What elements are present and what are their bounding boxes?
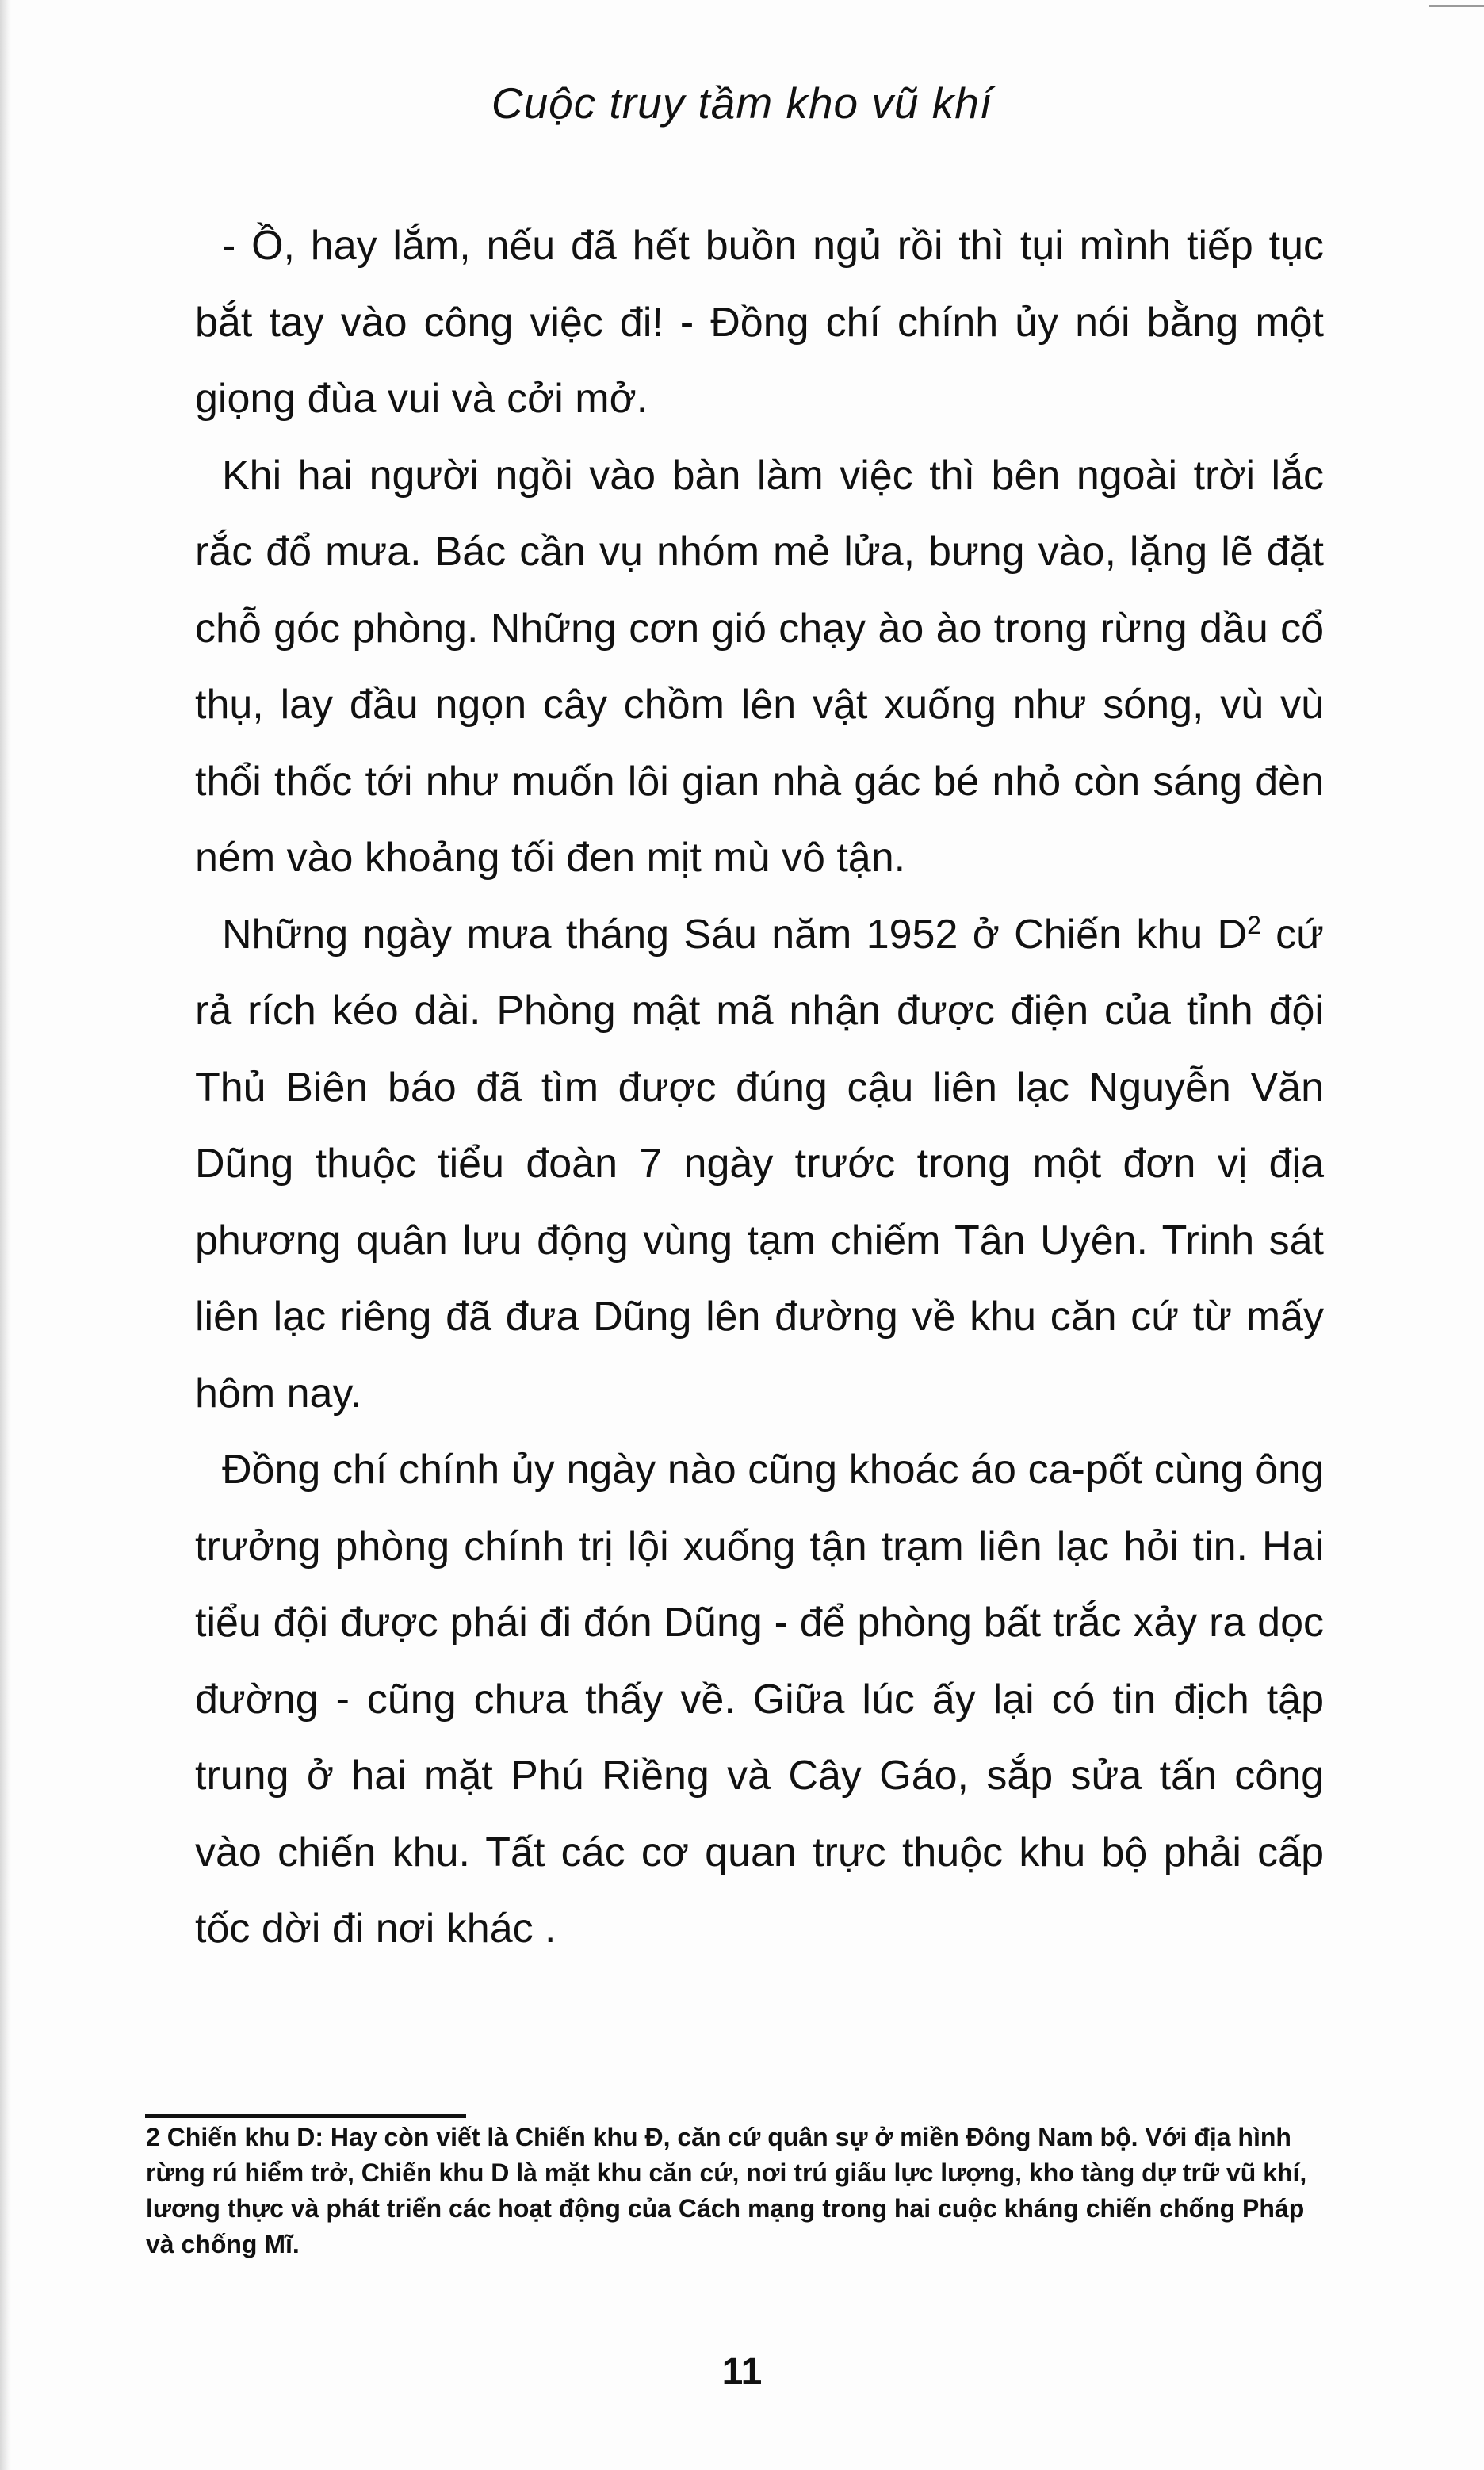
- footnote-text: 2 Chiến khu D: Hay còn viết là Chiến khu Đ, căn cứ quân sự ở miền Đông Nam bộ. Với địa hình rừng rú hiểm trở, Chiến khu D là mặt khu căn cứ, nơi trú giấu lực lượng, kho tàng dự trữ vũ khí, lương thực và phát triển các hoạt động của Cách mạng trong hai cuộc kháng chiến chống Pháp và chống Mĩ.: [146, 2123, 1307, 2258]
- paragraph-1: - Ồ, hay lắm, nếu đã hết buồn ngủ rồi thì tụi mình tiếp tục bắt tay vào công việc đi! - Đồng chí chính ủy nói bằng một giọng đùa vui và cởi mở.: [195, 223, 1324, 422]
- body-text: [195, 208, 1324, 1967]
- footnote-divider: [145, 2114, 466, 2118]
- paragraph-3-start: Những ngày mưa tháng Sáu năm 1952 ở Chiến khu D: [222, 911, 1248, 958]
- paragraph-2: Khi hai người ngồi vào bàn làm việc thì bên ngoài trời lắc rắc đổ mưa. Bác cần vụ nhóm mẻ lửa, bưng vào, lặng lẽ đặt chỗ góc phòng. Những cơn gió chạy ào ào trong rừng dầu cổ thụ, lay đầu ngọn cây chồm lên vật xuống như sóng, vù vù thổi thốc tới như muốn lôi gian nhà gác bé nhỏ còn sáng đèn ném vào khoảng tối đen mịt mù vô tận.: [195, 452, 1324, 881]
- page-binding-edge: [0, 0, 11, 2470]
- running-header: Cuộc truy tầm kho vũ khí: [491, 78, 993, 128]
- scan-corner-mark: [1429, 5, 1484, 7]
- footnote-reference: 2: [1247, 910, 1261, 939]
- paragraph-3: [195, 897, 1324, 1432]
- footnote: [146, 2120, 1327, 2262]
- paragraph-3-end: cứ rả rích kéo dài. Phòng mật mã nhận được điện của tỉnh đội Thủ Biên báo đã tìm được đúng cậu liên lạc Nguyễn Văn Dũng thuộc tiểu đoàn 7 ngày trước trong một đơn vị địa phương quân lưu động vùng tạm chiếm Tân Uyên. Trinh sát liên lạc riêng đã đưa Dũng lên đường về khu căn cứ từ mấy hôm nay.: [195, 911, 1324, 1417]
- paragraph-4: Đồng chí chính ủy ngày nào cũng khoác áo ca-pốt cùng ông trưởng phòng chính trị lội xuống tận trạm liên lạc hỏi tin. Hai tiểu đội được phái đi đón Dũng - để phòng bất trắc xảy ra dọc đường - cũng chưa thấy về. Giữa lúc ấy lại có tin địch tập trung ở hai mặt Phú Riềng và Cây Gáo, sắp sửa tấn công vào chiến khu. Tất các cơ quan trực thuộc khu bộ phải cấp tốc dời đi nơi khác .: [195, 1447, 1324, 1952]
- page-number: 11: [721, 2351, 763, 2393]
